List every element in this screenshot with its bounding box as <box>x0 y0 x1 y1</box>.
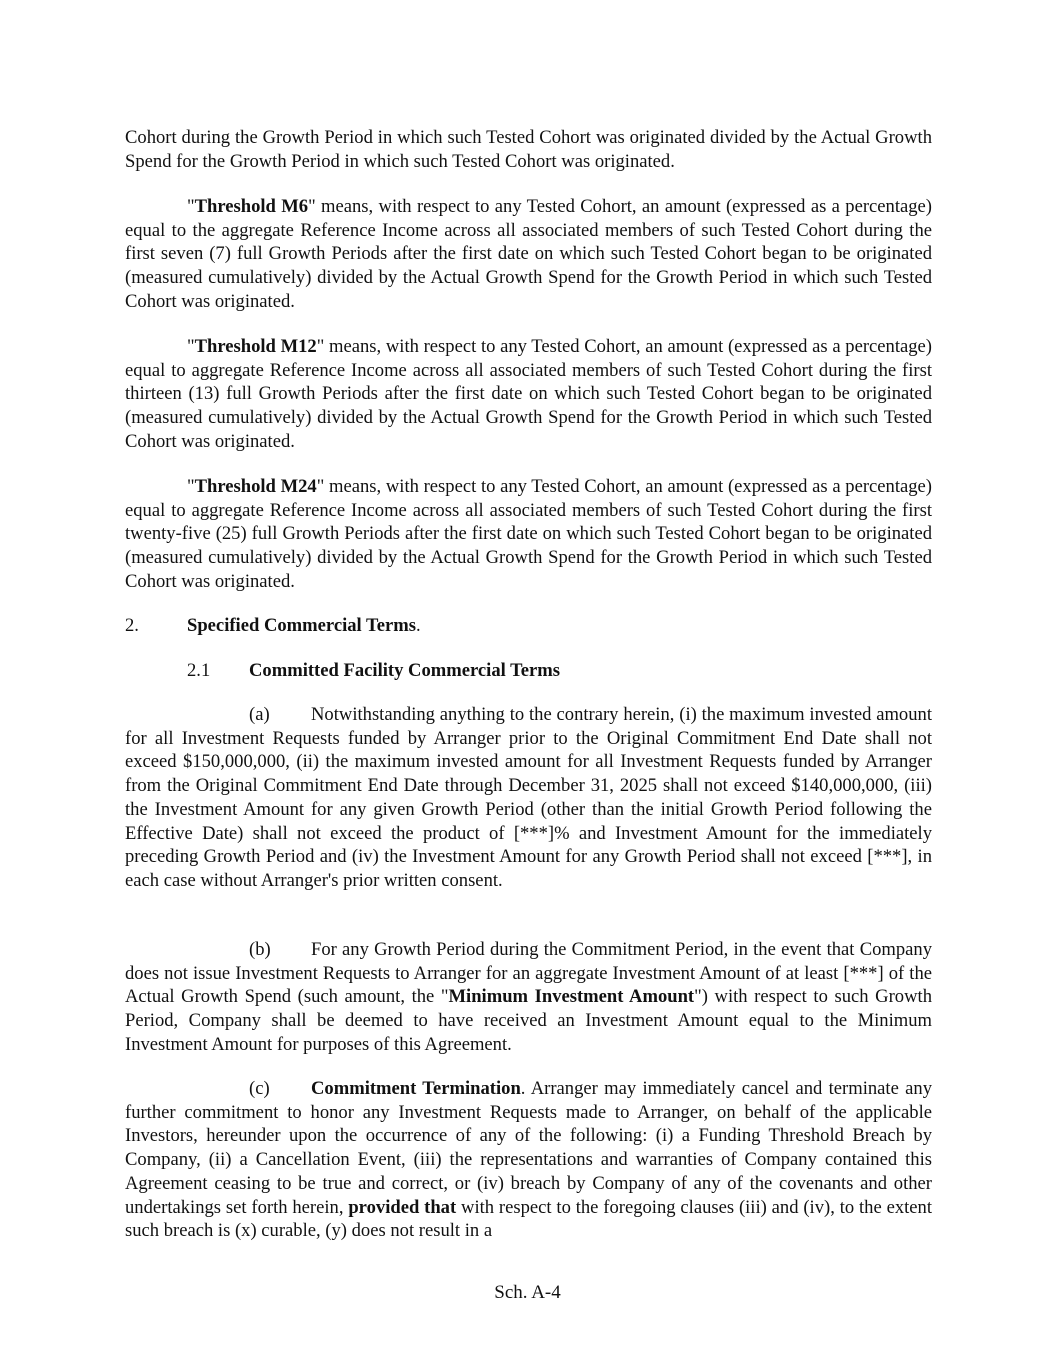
defined-term: Threshold M6 <box>194 196 309 217</box>
clause-label: (b) <box>249 939 271 960</box>
section-title: Specified Commercial Terms <box>187 615 416 636</box>
definition-body: " means, with respect to any Tested Cohort, an amount (expressed as a percentage) equal to the aggregate Reference Income across all associated members of such Tested Cohort during the first seven (7) full Growth Periods after the first date on which such Tested Cohort began to be originated (measured cumulatively) divided by the Actual Growth Spend for the Growth Period in which such Tested Cohort was originated. <box>125 196 932 312</box>
clause-text: . Arranger may immediately cancel and terminate any further commitment to honor any Investment Requests made to Arranger, on behalf of the applicable Investors, hereunder upon the occurrence of any of the following: (i) a Funding Threshold Breach by Company, (ii) a Cancellation Event, (iii) the representations and warranties of Company contained this Agreement ceasing to be true and correct, or (iv) breach by Company of any of the covenants and other undertakings set forth herein, <box>125 1078 932 1218</box>
subsection-title: Committed Facility Commercial Terms <box>249 660 561 681</box>
definition-threshold-m6 <box>125 195 932 314</box>
section-2-heading <box>125 614 421 638</box>
clause-text: For any Growth Period during the Commitment Period, in the event that Company does not issue Investment Requests to Arranger for an aggregate Investment Amount of at least [***] of the Actual Growth Spend (such amount, the " <box>125 939 932 1008</box>
clause-text: Notwithstanding anything to the contrary herein, (i) the maximum invested amount for all Investment Requests funded by Arranger prior to the Original Commitment End Date shall not exceed $150,000,000, (ii) the maximum invested amount for all Investment Requests funded by Arranger from the Original Commitment End Date through December 31, 2025 shall not exceed $140,000,000, (iii) the Investment Amount for any given Growth Period (other than the initial Growth Period following the Effective Date) shall not exceed the product of [***]% and Investment Amount for the immediately preceding Growth Period and (iv) the Investment Amount for any Growth Period shall not exceed [***], in each case without Arranger's prior written consent. <box>125 704 932 891</box>
clause-c <box>125 1077 932 1243</box>
subsection-number: 2.1 <box>187 660 211 681</box>
clause-title: Commitment Termination <box>311 1078 521 1099</box>
open-quote: " <box>187 476 195 497</box>
clause-label: (c) <box>249 1078 270 1099</box>
clause-b <box>125 938 932 1057</box>
section-number: 2. <box>125 615 139 636</box>
clause-text-cont: ") with respect to such Growth Period, Company shall be deemed to have received an Investment Amount equal to the Minimum Investment Amount for purposes of this Agreement. <box>125 986 932 1055</box>
defined-term: Threshold M24 <box>194 476 317 497</box>
clause-label: (a) <box>249 704 270 725</box>
clause-text-cont: with respect to the foregoing clauses (iii) and (iv), to the extent such breach is (x) curable, (y) does not result in a <box>125 1196 933 1242</box>
open-quote: " <box>187 336 195 357</box>
section-title-period: . <box>415 615 421 636</box>
definition-threshold-m12 <box>125 335 932 454</box>
open-quote: " <box>187 196 195 217</box>
continuation-text: Cohort during the Growth Period in which such Tested Cohort was originated divided by the Actual Growth Spend for the Growth Period in which such Tested Cohort was originated. <box>125 127 932 172</box>
clause-a <box>125 703 932 893</box>
definition-body: " means, with respect to any Tested Cohort, an amount (expressed as a percentage) equal to aggregate Reference Income across all associated members of such Tested Cohort during the first twenty-five (25) full Growth Periods after the first date on which such Tested Cohort began to be originated (measured cumulatively) divided by the Actual Growth Spend for the Growth Period in which such Tested Cohort was originated. <box>125 476 932 592</box>
proviso: provided that <box>348 1196 457 1218</box>
definition-threshold-m24 <box>125 475 932 594</box>
page-number-footer: Sch. A-4 <box>494 1282 561 1303</box>
continuation-paragraph <box>125 126 932 173</box>
section-2-1-heading <box>187 659 560 683</box>
definition-body: " means, with respect to any Tested Cohort, an amount (expressed as a percentage) equal to aggregate Reference Income across all associated members of such Tested Cohort during the first thirteen (13) full Growth Periods after the first date on which such Tested Cohort began to be originated (measured cumulatively) divided by the Actual Growth Spend for the Growth Period in which such Tested Cohort was originated. <box>125 336 932 452</box>
defined-term: Threshold M12 <box>194 336 317 357</box>
defined-term: Minimum Investment Amount <box>448 986 695 1008</box>
